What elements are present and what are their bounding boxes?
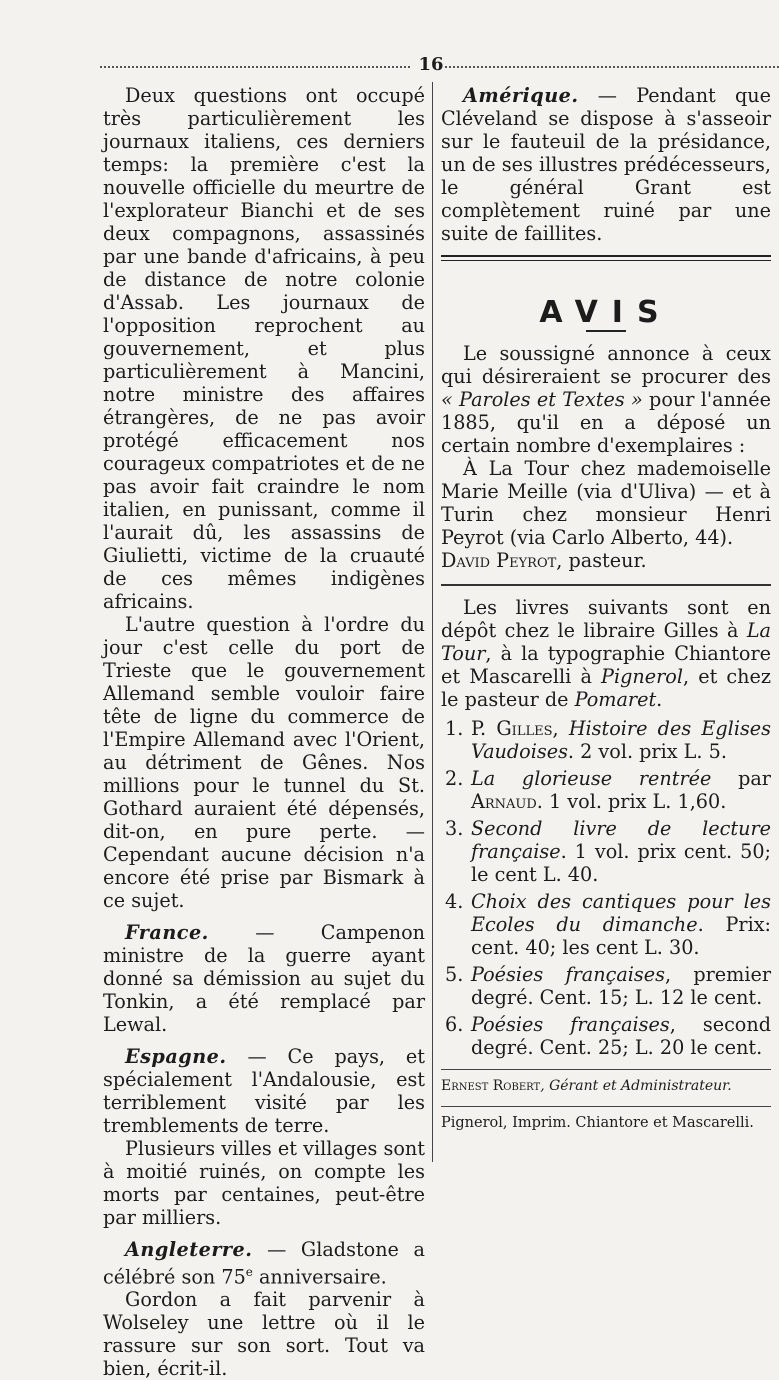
manager-name: Ernest Robert (441, 1078, 541, 1094)
book-title: Poésies françaises (471, 1013, 670, 1036)
book-title: Second livre de lecture française (471, 817, 771, 863)
book-list (441, 717, 771, 1059)
place-pomaret: Pomaret (574, 688, 657, 711)
books-intro-text: Les livres suivants sont en dépôt chez le libraire Gilles à (441, 596, 771, 642)
section-divider-double (441, 255, 771, 261)
book-number: 6. (445, 1013, 464, 1036)
country-heading-france: France. (125, 921, 209, 944)
news-amerique (441, 84, 771, 245)
news-angleterre-text-2: Gordon a fait parvenir à Wolseley une lettre où il le rassure sur son sort. Tout va bien, écrit-il. (103, 1288, 425, 1380)
book-list-item (441, 1013, 771, 1059)
book-list-item (441, 817, 771, 886)
printer-line: Pignerol, Imprim. Chiantore et Mascarelli. (441, 1115, 754, 1131)
news-angleterre-text-a: — Gladstone a célébré son 75 (103, 1238, 425, 1289)
book-number: 5. (445, 963, 464, 986)
place-pignerol: Pignerol (601, 665, 683, 688)
page-number: 16 (418, 54, 444, 75)
book-title: La glorieuse rentrée (471, 767, 712, 790)
book-title: Choix des cantiques pour les Ecoles du dimanche (471, 890, 771, 936)
avis-heading: AVIS (539, 295, 673, 330)
book-details: . 1 vol. prix L. 1,60. (536, 790, 727, 813)
book-list-item (441, 963, 771, 1009)
country-heading-espagne: Espagne. (125, 1045, 227, 1068)
country-heading-angleterre: Angleterre. (125, 1238, 253, 1261)
books-intro (441, 596, 771, 711)
imprint-divider-top (441, 1069, 771, 1070)
book-details: , premier degré. Cent. 15; L. 12 le cent. (471, 963, 771, 1009)
book-author: Gilles (496, 717, 553, 740)
avis-paragraph-1 (441, 342, 771, 457)
left-column (103, 84, 425, 1380)
book-author-prefix: par (711, 767, 771, 790)
right-column (441, 84, 771, 1133)
paragraph-trieste: L'autre question à l'ordre du jour c'est celle du port de Trieste que le gouvernement Allemand semble vouloir faire tête de ligne du commerce de l'Empire Allemand avec l'Orient, au détriment de Gênes. Nos millions pour le tunnel du St. Gothard auraient été dépensés, dit-on, en pure perte. — Cependant aucune décision n'a encore été prise par Bismark à ce sujet. (103, 613, 425, 912)
manager-line (441, 1076, 771, 1096)
book-details: . 2 vol. prix L. 5. (567, 740, 727, 763)
avis-p1-text: Le soussigné annonce à ceux qui désireraient se procurer des (441, 342, 771, 388)
books-intro-text-3: , et chez le pasteur de (441, 665, 772, 711)
book-list-item: 1. P. Gilles, Histoire des Eglises Vaudoises. 2 vol. prix L. 5. (445, 717, 772, 763)
books-intro-text-4: . (656, 688, 663, 711)
signature-name: David Peyrot (441, 549, 557, 572)
news-france-text: — Campenon ministre de la guerre ayant donné sa démission au sujet du Tonkin, a été remplacé par Lewal. (103, 921, 425, 1036)
ordinal-superscript: e (245, 1265, 253, 1279)
section-divider (441, 584, 771, 586)
avis-paragraph-2: À La Tour chez mademoiselle Marie Meille (via d'Uliva) — et à Turin chez monsieur Henri Peyrot (via Carlo Alberto, 44). (441, 457, 771, 549)
manager-title: , Gérant et Administrateur. (540, 1078, 732, 1094)
book-number: 4. (445, 890, 464, 913)
book-list-item (441, 767, 771, 813)
header-dotted-rule-left (100, 66, 410, 68)
column-divider (432, 82, 433, 1162)
paragraph-italy-bianchi: Deux questions ont occupé très particulièrement les journaux italiens, ces derniers temps: la première c'est la nouvelle officielle du meurtre de l'explorateur Bianchi et de ses deux compagnons, assassinés par une bande d'africains, à peu de distance de notre colonie d'Assab. Les journaux de l'opposition reprochent au gouvernement, et plus particulièrement à Mancini, notre ministre des affaires étrangères, de ne pas avoir protégé efficacement nos courageux compatriotes et de ne pas avoir fait craindre le nom italien, en punissant, comme il l'aurait dû, les assassins de Giulietti, victime de la cruauté de ces mêmes indigènes africains. (103, 84, 425, 613)
place-la-tour: La Tour (441, 619, 771, 665)
country-heading-amerique: Amérique. (463, 84, 579, 107)
news-amerique-text: — Pendant que Cléveland se dispose à s'asseoir sur le fauteuil de la présidance, un de ses illustres prédécesseurs, le général Grant est complètement ruiné par une suite de faillites. (441, 84, 771, 245)
news-espagne-text-2: Plusieurs villes et villages sont à moitié ruinés, on compte les morts par centaines, peut-être par milliers. (103, 1137, 425, 1229)
news-espagne (103, 1045, 425, 1137)
book-details: , second degré. Cent. 25; L. 20 le cent. (471, 1013, 772, 1059)
news-angleterre-text-b: anniversaire. (252, 1265, 387, 1289)
avis-p1-text-end: pour l'année 1885, qu'il en a déposé un certain nombre d'exemplaires : (441, 388, 771, 457)
book-title: Poésies françaises (471, 963, 665, 986)
imprint-divider-bottom (441, 1106, 771, 1107)
news-france (103, 921, 425, 1036)
book-number: 2. (445, 767, 464, 790)
books-intro-text-2: , à la typographie Chiantore et Mascarelli à (441, 642, 771, 688)
avis-signature (441, 549, 771, 572)
header-dotted-rule-right (445, 66, 779, 68)
book-author: Arnaud (471, 790, 537, 813)
avis-p1-title: « Paroles et Textes » (441, 388, 643, 411)
news-espagne-text: — Ce pays, et spécialement l'Andalousie, est terriblement visité par les tremblements de terre. (103, 1045, 425, 1137)
avis-heading-dash (586, 330, 626, 332)
book-title: Histoire des Eglises Vaudoises (471, 717, 772, 763)
book-details: . Prix: cent. 40; les cent L. 30. (471, 913, 772, 959)
book-details: . 1 vol. prix cent. 50; le cent L. 40. (471, 840, 771, 886)
book-number: 3. (445, 817, 464, 840)
book-list-item (441, 890, 771, 959)
book-author-prefix: P. (471, 717, 497, 740)
signature-title: , pasteur. (556, 549, 647, 572)
book-number: 1. (445, 717, 464, 740)
page-header (100, 54, 779, 82)
